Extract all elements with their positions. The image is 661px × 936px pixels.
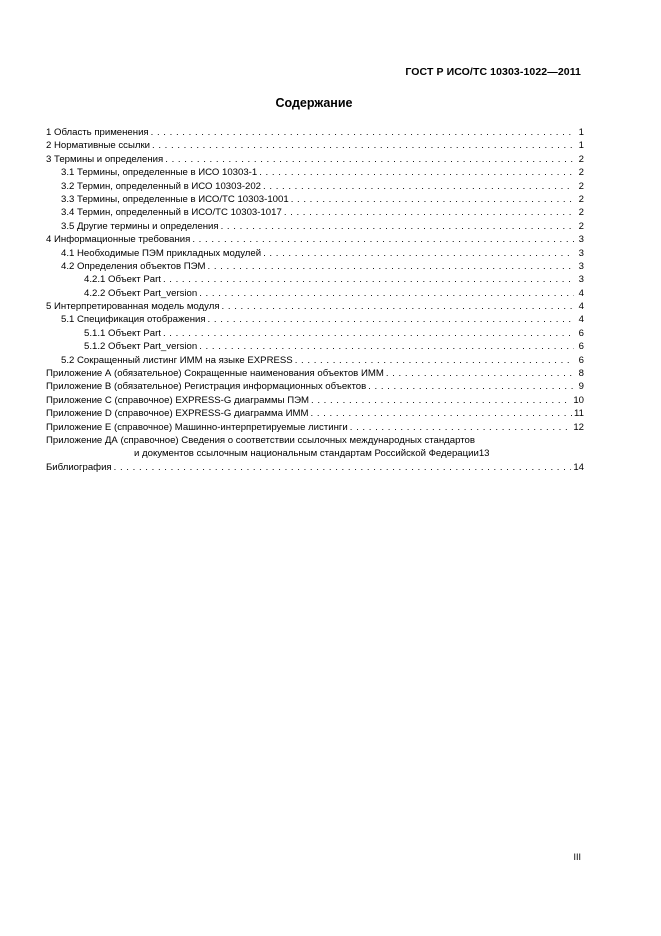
toc-entry-page: 13 [478,448,490,460]
toc-entry-page: 2 [578,167,584,179]
dot-leader [151,126,574,139]
toc-entry[interactable] [46,193,584,206]
dot-leader [163,327,574,340]
toc-entry[interactable] [46,421,584,434]
dot-leader [263,247,574,260]
toc-entry[interactable] [46,273,584,286]
toc-entry-label: Приложение D (справочное) EXPRESS-G диаграмма ИММ [46,408,309,420]
dot-leader [192,233,574,246]
toc-entry-page: 14 [573,461,584,473]
dot-leader [284,206,574,219]
toc-entry-appendix-da[interactable] [46,434,584,461]
toc-entry-label: 3 Термины и определения [46,153,164,165]
toc-entry-page: 3 [578,234,584,246]
toc-entry-label: Приложение А (обязательное) Сокращенные наименования объектов ИММ [46,368,384,380]
toc-entry-label: 3.4 Термин, определенный в ИСО/ТС 10303-1017 [61,207,282,219]
toc-entry[interactable] [46,220,584,233]
toc-entry-label: 5.1.1 Объект Part [84,327,161,339]
toc-entry-label: 3.5 Другие термины и определения [61,220,219,232]
toc-entry[interactable] [46,300,584,313]
toc-entry-label: 5.1.2 Объект Part_version [84,341,198,353]
toc-entry-page: 2 [578,193,584,205]
toc-entry[interactable] [46,313,584,326]
toc-entry-page: 1 [578,127,584,138]
toc-entry-line2 [46,447,584,460]
toc-entry-label-line1: Приложение ДА (справочное) Сведения о соответствии ссылочных международных стандартов [46,434,475,446]
toc-entry-page: 9 [578,381,584,393]
toc-entry-page: 3 [578,247,584,259]
dot-leader [165,153,574,166]
toc-entry-page: 6 [578,354,584,366]
dot-leader [199,340,574,353]
toc-entry-page: 12 [573,421,584,433]
dot-leader [311,407,573,420]
toc-entry[interactable] [46,327,584,340]
toc-entry-label: 3.2 Термин, определенный в ИСО 10303-202 [61,180,262,192]
dot-leader [263,180,574,193]
dot-leader [311,394,571,407]
toc-entry-label: 3.1 Термины, определенные в ИСО 10303-1 [61,167,258,179]
toc-entry[interactable] [46,354,584,367]
toc-entry[interactable] [46,340,584,353]
dot-leader [208,313,574,326]
dot-leader [199,287,574,300]
toc-entry-label: 4.2.1 Объект Part [84,274,161,286]
toc-entry[interactable] [46,407,584,420]
toc-entry-page: 1 [578,140,584,152]
toc-entry-label: 4 Информационные требования [46,234,191,246]
dot-leader [386,367,574,380]
toc-entry[interactable] [46,367,584,380]
toc-entry-page: 2 [578,180,584,192]
document-code: ГОСТ Р ИСО/ТС 10303-1022—2011 [405,66,581,78]
dot-leader [350,421,572,434]
toc-entry[interactable] [46,287,584,300]
toc-entry-label: Приложение С (справочное) EXPRESS-G диаграммы ПЭМ [46,394,309,406]
toc-entry[interactable] [46,206,584,219]
dot-leader [259,166,574,179]
dot-leader [152,139,574,152]
page-title: Содержание [275,96,353,110]
toc-entry[interactable] [46,153,584,166]
toc-entry-page: 2 [578,207,584,219]
toc-entry-label: 2 Нормативные ссылки [46,140,151,152]
toc-entry[interactable] [46,233,584,246]
toc-entry[interactable] [46,166,584,179]
toc-entry-page: 4 [578,314,584,326]
toc-entry-page: 4 [578,301,584,313]
toc-entry-label: Библиография [46,461,112,473]
dot-leader [163,273,574,286]
toc-entry[interactable] [46,126,584,139]
toc-entry-page: 2 [578,220,584,232]
toc-entries [46,126,584,434]
toc-entry[interactable] [46,260,584,273]
toc-entry-label: Приложение В (обязательное) Регистрация информационных объектов [46,381,367,393]
toc-entry-page: 6 [578,341,584,353]
toc-entry-label: 3.3 Термины, определенные в ИСО/ТС 10303-1001 [61,193,289,205]
toc-entry-label: 5.2 Сокращенный листинг ИММ на языке EXPRESS [61,354,293,366]
toc-entry[interactable] [46,247,584,260]
dot-leader [221,220,574,233]
toc-entry-bibliography[interactable] [46,461,584,474]
dot-leader [295,354,574,367]
toc-entry-label: 4.2.2 Объект Part_version [84,287,198,299]
toc-entry-label: Приложение E (справочное) Машинно-интерпретируемые листинги [46,421,348,433]
toc-entry-label: 4.2 Определения объектов ПЭМ [61,260,206,272]
table-of-contents [46,126,584,474]
toc-entry[interactable] [46,394,584,407]
page-number: III [573,852,581,862]
dot-leader [208,260,574,273]
toc-entry[interactable] [46,180,584,193]
dot-leader [368,380,574,393]
toc-entry-page: 10 [573,394,584,406]
toc-entry-page: 11 [574,408,584,420]
toc-entry[interactable] [46,380,584,393]
toc-entry-page: 3 [578,274,584,286]
toc-entry-label: 5.1 Спецификация отображения [61,314,206,326]
dot-leader [291,193,574,206]
toc-entry-label: 5 Интерпретированная модель модуля [46,301,220,313]
toc-entry-page: 4 [578,287,584,299]
toc-entry-label: 1 Область применения [46,127,149,138]
toc-entry-page: 2 [578,153,584,165]
toc-entry-page: 8 [578,368,584,380]
toc-entry-label: 4.1 Необходимые ПЭМ прикладных модулей [61,247,262,259]
toc-entry-page: 3 [578,260,584,272]
toc-entry-page: 6 [578,327,584,339]
toc-entry[interactable] [46,139,584,152]
dot-leader [222,300,574,313]
toc-entry-label-line2: и документов ссылочным национальным стандартам Российской Федерации [134,448,479,460]
dot-leader [114,461,572,474]
